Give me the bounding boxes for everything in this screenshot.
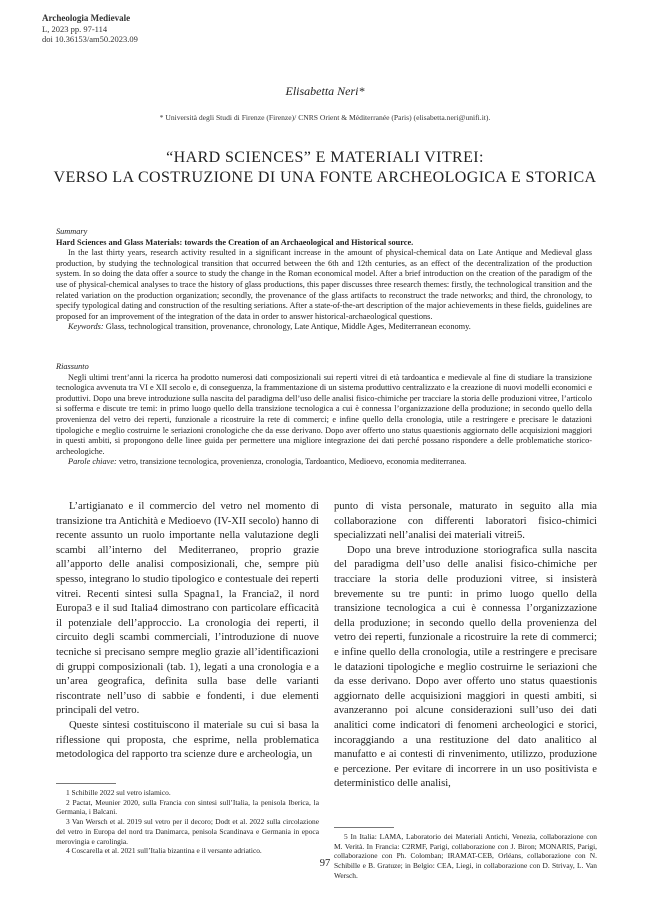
riassunto-heading: Riassunto <box>56 362 89 371</box>
author-affiliation: * Università degli Studi di Firenze (Firenze)/ CNRS Orient & Méditerranée (Paris) (elisabetta.neri@unifi.it). <box>159 113 491 122</box>
footnote-2: 2 Pactat, Meunier 2020, sulla Francia con sintesi sull’Italia, la penisola Iberica, la Germania, i Balcani. <box>56 797 319 817</box>
parole-chiave-label: Parole chiave: <box>68 457 117 467</box>
body-column-left <box>56 500 319 763</box>
riassunto-section <box>56 362 592 468</box>
summary-subtitle: Hard Sciences and Glass Materials: towards the Creation of an Archaeological and Historical source. <box>56 237 414 247</box>
footnote-1: 1 Schibille 2022 sul vetro islamico. <box>66 788 171 797</box>
body-paragraph: Dopo una breve introduzione storiografica sulla nascita del paradigma dell’uso delle analisi fisico-chimiche per tracciare la storia delle produzioni vitree, si insisterà brevemente su tre punti: in primo luogo quello della transizione tecnologica a cui è connessa l’organizzazione della produzione; in secondo quello della provenienza del vetro dei reperti, funzionale a ricostruire la rete di commerci; e infine quello della cronologia, utile a restringere e precisare le datazioni tipologiche e meglio costruirne le seriazioni che da esse derivano. Dopo aver offerto uno status quaestionis aggiornato delle acquisizioni maggiori in questi ambiti, si avanzeranno poi alcune considerazioni sull’uso dei dati analitici come indicatori di fenomeni archeologici e storici, incoraggiando a una restituzione del dato analitico al manufatto e ai contesti di rinvenimento, utilizzo, produzione e percezione. Per evitare di incorrere in un uso positivista e deterministico delle analisi, <box>334 544 597 790</box>
summary-keywords <box>56 322 592 333</box>
page-number: 97 <box>319 858 331 869</box>
journal-header <box>42 13 138 45</box>
footnote-3: 3 Van Wersch et al. 2019 sul vetro per il decoro; Dodt et al. 2022 sulla circolazione del vetro in Europa del nord tra Danimarca, penisola Scandinava e Germania in epoca merovingia e carolingia. <box>56 817 319 846</box>
riassunto-keywords <box>56 457 592 468</box>
author-name: Elisabetta Neri* <box>285 84 365 98</box>
summary-section <box>56 227 592 333</box>
title-line-1: “HARD SCIENCES” E MATERIALI VITREI: <box>166 149 484 166</box>
body-paragraph: Queste sintesi costituiscono il materiale su cui si basa la riflessione qui proposta, che esprime, nella problematica metodologica del rapporto tra scienze dure e archeologia, un <box>56 719 319 761</box>
title-line-2: VERSO LA COSTRUZIONE DI UNA FONTE ARCHEOLOGICA E STORICA <box>53 169 597 186</box>
keywords-label: Keywords: <box>68 322 104 332</box>
body-column-right <box>334 500 597 792</box>
keywords-text: Glass, technological transition, provenance, chronology, Late Antique, Middle Ages, Mediterranean economy. <box>105 322 471 332</box>
article-title <box>40 148 610 188</box>
body-paragraph: punto di vista personale, maturato in seguito alla mia collaborazione con differenti laboratori fisico-chimici specializzati nell’analisi dei materiali vitrei5. <box>334 501 597 542</box>
body-paragraph: L’artigianato e il commercio del vetro nel momento di transizione tra Antichità e Medioevo (IV-XII secolo) hanno di recente assunto un ruolo importante nella valutazione degli scambi all’interno del Mediterraneo, proprio grazie all’apporto delle analisi composizionali, che, sempre più spesso, integrano lo studio tipologico e contestuale dei reperti vitrei. Recenti sintesi sulla Spagna1, la Francia2, il nord Europa3 e il sud Italia4 dimostrano con particolare efficacità il potenziale dell’approccio. La cronologia dei reperti, il circuito degli scambi commerciali, l’introduzione di nuove tecniche si precisano sempre meglio grazie all’identificazioni di gruppi composizionali (tab. 1), legati a una cronologia e a un’area geografica, definita sulla base delle varianti riscontrate nell’uso di sabbie e fondenti, i due elementi principali del vetro. <box>56 501 319 717</box>
footnotes-right <box>334 832 597 881</box>
doi: doi 10.36153/am50.2023.09 <box>42 34 138 44</box>
footnote-4: 4 Coscarella et al. 2021 sull’Italia bizantina e il versante adriatico. <box>66 846 262 856</box>
volume-pages: L, 2023 pp. 97-114 <box>42 23 108 34</box>
footnotes-left <box>56 788 319 856</box>
journal-name: Archeologia Medievale <box>42 13 131 23</box>
riassunto-text: Negli ultimi trent’anni la ricerca ha prodotto numerosi dati composizionali sui reperti vitrei di età tardoantica e medievale al fine di studiare la transizione tecnologica avvenuta tra VI e XII secolo e, di conseguenza, la frammentazione di un sistema produttivo centralizzato e la creazione di nuovi modelli economici e produttivi. Dopo una breve introduzione sulla nascita del paradigma dell’uso delle analisi fisico-chimiche per tracciare la storia delle produzioni vitree, l’articolo si sofferma e discute tre temi: in primo luogo quello della transizione tecnologica a cui è connessa l’organizzazione della produzione; in secondo quello della provenienza del vetro dei reperti, funzionale a ricostruire la rete di commerci; e infine quello della cronologia, utile a restringere e precisare le datazioni tipologiche e meglio costruirne le seriazioni cronologiche che da esse derivano. Dopo aver offerto uno status quaestionis aggiornato delle acquisizioni maggiori in questi ambiti, si propongono delle linee guida per permettere una migliore integrazione dei dati perché possano rispondere a delle problematiche storico-archeologiche. <box>56 372 592 456</box>
summary-heading: Summary <box>56 227 88 236</box>
footnote-divider <box>56 783 116 784</box>
footnote-divider <box>334 827 394 828</box>
footnote-5: 5 In Italia: LAMA, Laboratorio dei Materiali Antichi, Venezia, collaborazione con M. Verità. In Francia: C2RMF, Parigi, collaborazione con J. Biron; MONARIS, Parigi, collaborazione con Ph. Colomban; IRAMAT-CEB, Orléans, collaborazione con N. Schibille e B. Gratuze; in Belgio: CEA, Liegi, in collaborazione con D. Strivay, L. Van Wersch. <box>334 832 597 880</box>
summary-text: In the last thirty years, research activity resulted in a significant increase in the amount of physical-chemical data on Late Antique and Medieval glass production, by studying the technological transition that occurred between the 6th and 12th centuries, as an effect of the decentralization of the production system. In so doing the data offer a source to study the change in the Roman economical model. After a brief introduction on the creation of the paradigm of the use of physical-chemical analyses to trace the history of glass productions, this paper discusses three research themes: firstly, the technological transition and the related variation on the production organization; secondly, the provenance of the glass artifacts to reconstruct the trade networks; and third, the chronology, to specify typological dating and construction of the resulting seriations. After a state-of-the-art description of the major achievements in these fields, guidelines are proposed for an improvement of the integration of the data in order to answer historical-archaeological questions. <box>56 248 592 321</box>
parole-chiave-text: vetro, transizione tecnologica, provenienza, cronologia, Tardoantico, Medioevo, economia mediterranea. <box>118 457 467 467</box>
